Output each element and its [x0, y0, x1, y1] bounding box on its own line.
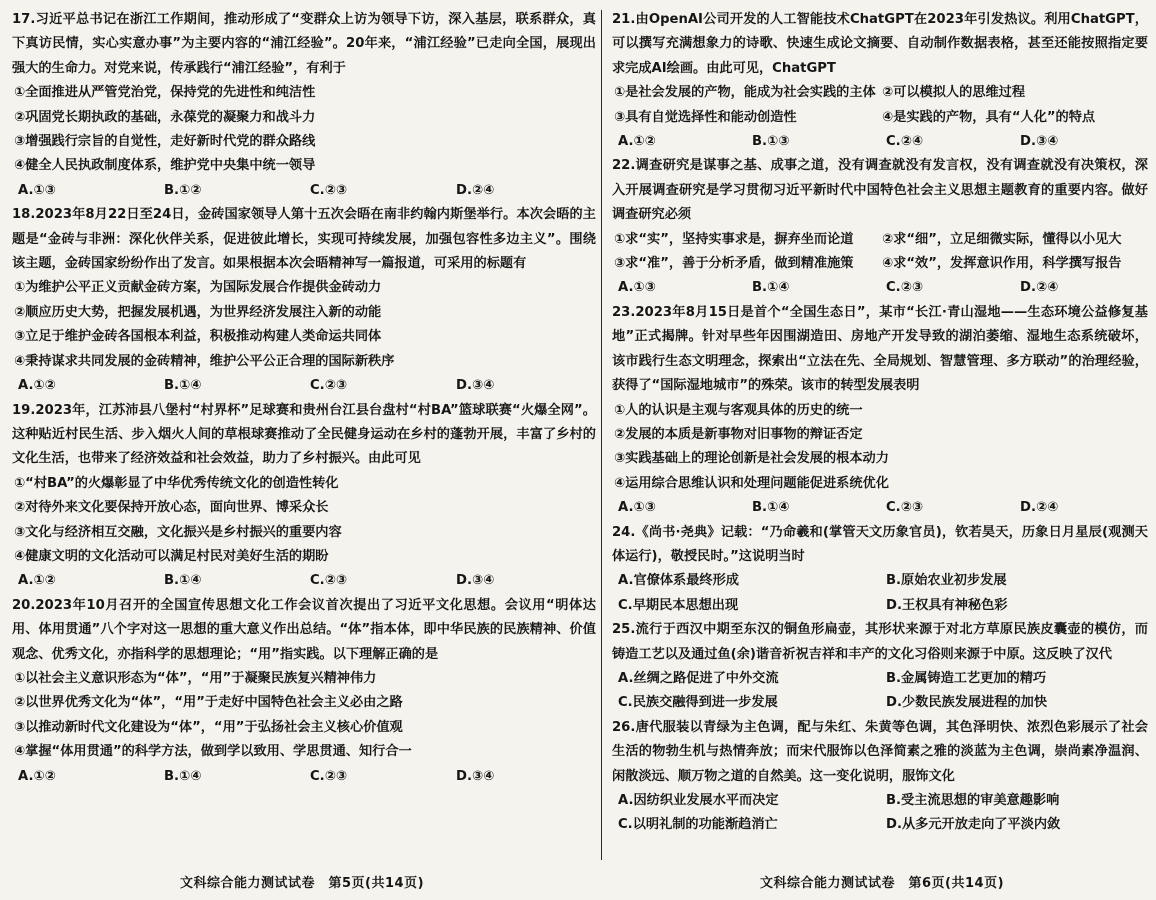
option-b: B.①④	[164, 768, 202, 784]
statement: ②可以模拟人的思维过程	[882, 85, 1026, 101]
statement: ③文化与经济相互交融，文化振兴是乡村振兴的重要内容	[14, 524, 342, 540]
question-stem: 25.流行于西汉中期至东汉的铜鱼形扁壶，其形状来源于对北方草原民族皮囊壶的模仿，而铸造工艺以及通过鱼(余)谐音祈祝吉祥和丰产的文化习俗则来源于中原。这反映了汉代	[612, 622, 1148, 662]
question-26	[612, 716, 1148, 838]
page-footer-left: 文科综合能力测试试卷 第5页(共14页)	[180, 876, 425, 891]
question-stem: 23.2023年8月15日是首个“全国生态日”，某市“长江·青山湿地——生态环境公益修复基地”正式揭牌。针对早些年因围湖造田、房地产开发导致的湖泊萎缩、湿地生态系统破坏，该市践行生态文明理念，探索出“立法在先、全局规划、智慧管理、多方联动”的治理经验，获得了“国际湿地城市”的殊荣。该市的转型发展表明	[612, 304, 1148, 394]
question-25	[612, 618, 1148, 716]
page-footer-right: 文科综合能力测试试卷 第6页(共14页)	[760, 876, 1005, 891]
option-b: B.金属铸造工艺更加的精巧	[886, 670, 1047, 686]
option-b: B.受主流思想的审美意趣影响	[886, 793, 1060, 808]
statement: ②对待外来文化要保持开放心态，面向世界、博采众长	[14, 500, 329, 516]
option-a: A.①③	[618, 500, 656, 516]
option-b: B.①④	[752, 280, 790, 296]
statement-row	[612, 252, 1148, 276]
statement: ④掌握“体用贯通”的科学方法，做到学以致用、学思贯通、知行合一	[14, 744, 412, 760]
statement: ②发展的本质是新事物对旧事物的辩证否定	[614, 426, 863, 442]
option-d: D.王权具有神秘色彩	[886, 597, 1008, 613]
statement: ④是实践的产物，具有“人化”的特点	[882, 109, 1096, 125]
statement: ①人的认识是主观与客观具体的历史的统一	[614, 402, 863, 418]
option-d: D.从多元开放走向了平淡内敛	[886, 817, 1061, 833]
options-row	[12, 374, 596, 398]
options-row	[612, 496, 1148, 520]
statement-row	[612, 228, 1148, 252]
statement: ③实践基础上的理论创新是社会发展的根本动力	[614, 451, 889, 467]
option-b: B.原始农业初步发展	[886, 573, 1007, 589]
option-d: D.②④	[1020, 280, 1059, 296]
statement: ②以世界优秀文化为“体”，“用”于走好中国特色社会主义必由之路	[14, 695, 403, 711]
option-c: C.民族交融得到进一步发展	[618, 695, 778, 711]
option-c: C.②③	[310, 768, 348, 784]
question-20	[12, 594, 596, 789]
option-a: A.①②	[18, 573, 56, 589]
option-b: B.①④	[752, 500, 790, 516]
statement: ③立足于维护金砖各国根本利益，积极推动构建人类命运共同体	[14, 329, 382, 345]
question-23	[612, 301, 1148, 521]
option-c: C.②③	[310, 182, 348, 198]
options-grid	[612, 789, 1148, 838]
question-stem: 18.2023年8月22日至24日，金砖国家领导人第十五次会晤在南非约翰内斯堡举行。本次会晤的主题是“金砖与非洲：深化伙伴关系，促进彼此增长，实现可持续发展，加强包容性多边主义”。围绕该主题，金砖国家纷纷作出了发言。如果根据本次会晤精神写一篇报道，可采用的标题有	[12, 207, 596, 272]
option-c: C.②④	[886, 134, 924, 150]
statement: ①是社会发展的产物，能成为社会实践的主体	[614, 85, 876, 101]
options-row	[612, 276, 1148, 300]
option-a: A.①②	[618, 134, 656, 150]
option-d: D.③④	[456, 378, 495, 394]
option-d: D.②④	[1020, 500, 1059, 516]
option-c: C.②③	[886, 500, 924, 516]
option-d: D.③④	[1020, 134, 1059, 150]
statement: ④运用综合思维认识和处理问题能促进系统优化	[614, 475, 889, 491]
question-stem: 26.唐代服装以青绿为主色调，配与朱红、朱黄等色调，其色泽明快、浓烈色彩展示了社会生活的物勃生机与热情奔放；而宋代服饰以色泽简素之雅的淡蓝为主色调，崇尚素净温润、闲散淡远、顺万物之道的自然美。这一变化说明，服饰文化	[612, 719, 1148, 784]
statement: ④求“效”，发挥意识作用，科学撰写报告	[882, 256, 1122, 272]
option-c: C.②③	[886, 280, 924, 296]
options-grid	[612, 667, 1148, 716]
question-stem: 17.习近平总书记在浙江工作期间，推动形成了“变群众上访为领导下访，深入基层，联系群众，真下真访民情，实心实意办事”为主要内容的“浦江经验”。20年来，“浦江经验”已走向全国，展现出强大的生命力。对党来说，传承践行“浦江经验”，有利于	[12, 12, 596, 76]
right-column	[612, 8, 1148, 854]
statement: ②顺应历史大势，把握发展机遇，为世界经济发展注入新的动能	[14, 304, 382, 320]
column-divider	[601, 10, 602, 860]
options-row	[12, 569, 596, 593]
statement-row	[612, 106, 1148, 130]
question-stem: 19.2023年，江苏沛县八堡村“村界杯”足球赛和贵州台江县台盘村“村BA”篮球联赛“火爆全网”。这种贴近村民生活、步入烟火人间的草根球赛推动了全民健身运动在乡村的蓬勃开展，丰富了乡村的文化生活，也带来了经济效益和社会效益，助力了乡村振兴。由此可见	[12, 402, 596, 467]
statement: ③求“准”，善于分析矛盾，做到精准施策	[614, 256, 854, 272]
statement: ③具有自觉选择性和能动创造性	[614, 109, 797, 125]
options-row	[12, 179, 596, 203]
option-a: A.①②	[18, 378, 56, 394]
option-c: C.以明礼制的功能渐趋消亡	[618, 817, 778, 833]
option-b: B.①④	[164, 378, 202, 394]
statement: ②巩固党长期执政的基础，永葆党的凝聚力和战斗力	[14, 109, 316, 125]
statement: ④健康文明的文化活动可以满足村民对美好生活的期盼	[14, 548, 329, 564]
option-a: A.①②	[18, 768, 56, 784]
left-column	[12, 8, 596, 854]
statement: ①全面推进从严管党治党，保持党的先进性和纯洁性	[14, 85, 316, 101]
option-a: A.①③	[18, 182, 56, 198]
option-c: C.②③	[310, 378, 348, 394]
option-a: A.丝绸之路促进了中外交流	[618, 670, 779, 686]
question-stem: 20.2023年10月召开的全国宣传思想文化工作会议首次提出了习近平文化思想。会议用“明体达用、体用贯通”八个字对这一思想的重大意义作出总结。“体”指本体，即中华民族的民族精神、价值观念、优秀文化，亦指科学的思想理论；“用”指实践。以下理解正确的是	[12, 597, 596, 662]
options-grid	[612, 569, 1148, 618]
option-a: A.①③	[618, 280, 656, 296]
option-d: D.③④	[456, 573, 495, 589]
option-b: B.①④	[164, 573, 202, 589]
statement: ①为维护公平正义贡献金砖方案，为国际发展合作提供金砖动力	[14, 280, 382, 296]
question-stem: 21.由OpenAI公司开发的人工智能技术ChatGPT在2023年引发热议。利用ChatGPT，可以撰写充满想象力的诗歌、快速生成论文摘要、自动制作数据表格，甚至还能按照指定要求完成AI绘画。由此可见，ChatGPT	[612, 12, 1148, 76]
question-22	[612, 154, 1148, 300]
question-24	[612, 521, 1148, 619]
option-b: B.①③	[752, 134, 790, 150]
options-row	[12, 765, 596, 789]
question-stem: 24.《尚书·尧典》记载：“乃命羲和(掌管天文历象官员)，钦若昊天，历象日月星辰(观测天体运行)，敬授民时。”这说明当时	[612, 524, 1148, 564]
option-d: D.③④	[456, 768, 495, 784]
option-c: C.早期民本思想出现	[618, 597, 739, 613]
question-21	[612, 8, 1148, 154]
statement: ③以推动新时代文化建设为“体”，“用”于弘扬社会主义核心价值观	[14, 719, 403, 735]
question-17	[12, 8, 596, 203]
option-d: D.少数民族发展进程的加快	[886, 695, 1048, 711]
question-19	[12, 399, 596, 594]
options-row	[612, 130, 1148, 154]
statement: ①求“实”，坚持实事求是，摒弃坐而论道	[614, 231, 854, 247]
option-b: B.①②	[164, 182, 202, 198]
option-a: A.官僚体系最终形成	[618, 573, 739, 589]
statement-row	[612, 81, 1148, 105]
statement: ④健全人民执政制度体系，维护党中央集中统一领导	[14, 158, 316, 174]
question-stem: 22.调查研究是谋事之基、成事之道，没有调查就没有发言权，没有调查就没有决策权，深入开展调查研究是学习贯彻习近平新时代中国特色社会主义思想主题教育的重要内容。做好调查研究必须	[612, 158, 1148, 223]
option-a: A.因纺织业发展水平而决定	[618, 793, 779, 808]
statement: ①以社会主义意识形态为“体”，“用”于凝聚民族复兴精神伟力	[14, 670, 377, 686]
option-c: C.②③	[310, 573, 348, 589]
statement: ③增强践行宗旨的自觉性，走好新时代党的群众路线	[14, 134, 316, 150]
statement: ②求“细”，立足细微实际，懂得以小见大	[882, 231, 1122, 247]
option-d: D.②④	[456, 182, 495, 198]
statement: ④秉持谋求共同发展的金砖精神，维护公平公正合理的国际新秩序	[14, 353, 395, 369]
statement: ①“村BA”的火爆彰显了中华优秀传统文化的创造性转化	[14, 475, 339, 491]
question-18	[12, 203, 596, 398]
